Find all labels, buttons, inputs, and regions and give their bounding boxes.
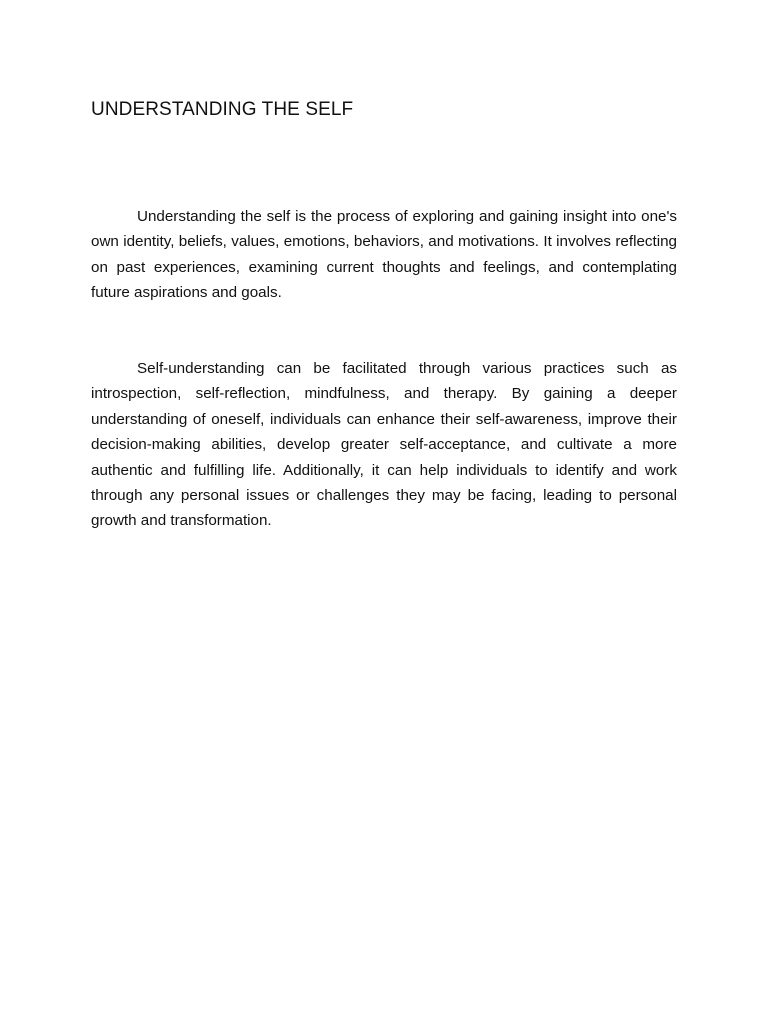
document-title: UNDERSTANDING THE SELF <box>91 99 354 120</box>
paragraph-1: Understanding the self is the process of exploring and gaining insight into one's own identity, beliefs, values, emotions, behaviors, and motivations. It involves reflecting on past experiences, examining current thoughts and feelings, and contemplating future aspirations and goals. <box>91 208 677 302</box>
paragraph-2: Self-understanding can be facilitated through various practices such as introspection, self-reflection, mindfulness, and therapy. By gaining a deeper understanding of oneself, individuals can enhance their self-awareness, improve their decision-making abilities, develop greater self-acceptance, and cultivate a more authentic and fulfilling life. Additionally, it can help individuals to identify and work through any personal issues or challenges they may be facing, leading to personal growth and transformation. <box>91 360 677 530</box>
